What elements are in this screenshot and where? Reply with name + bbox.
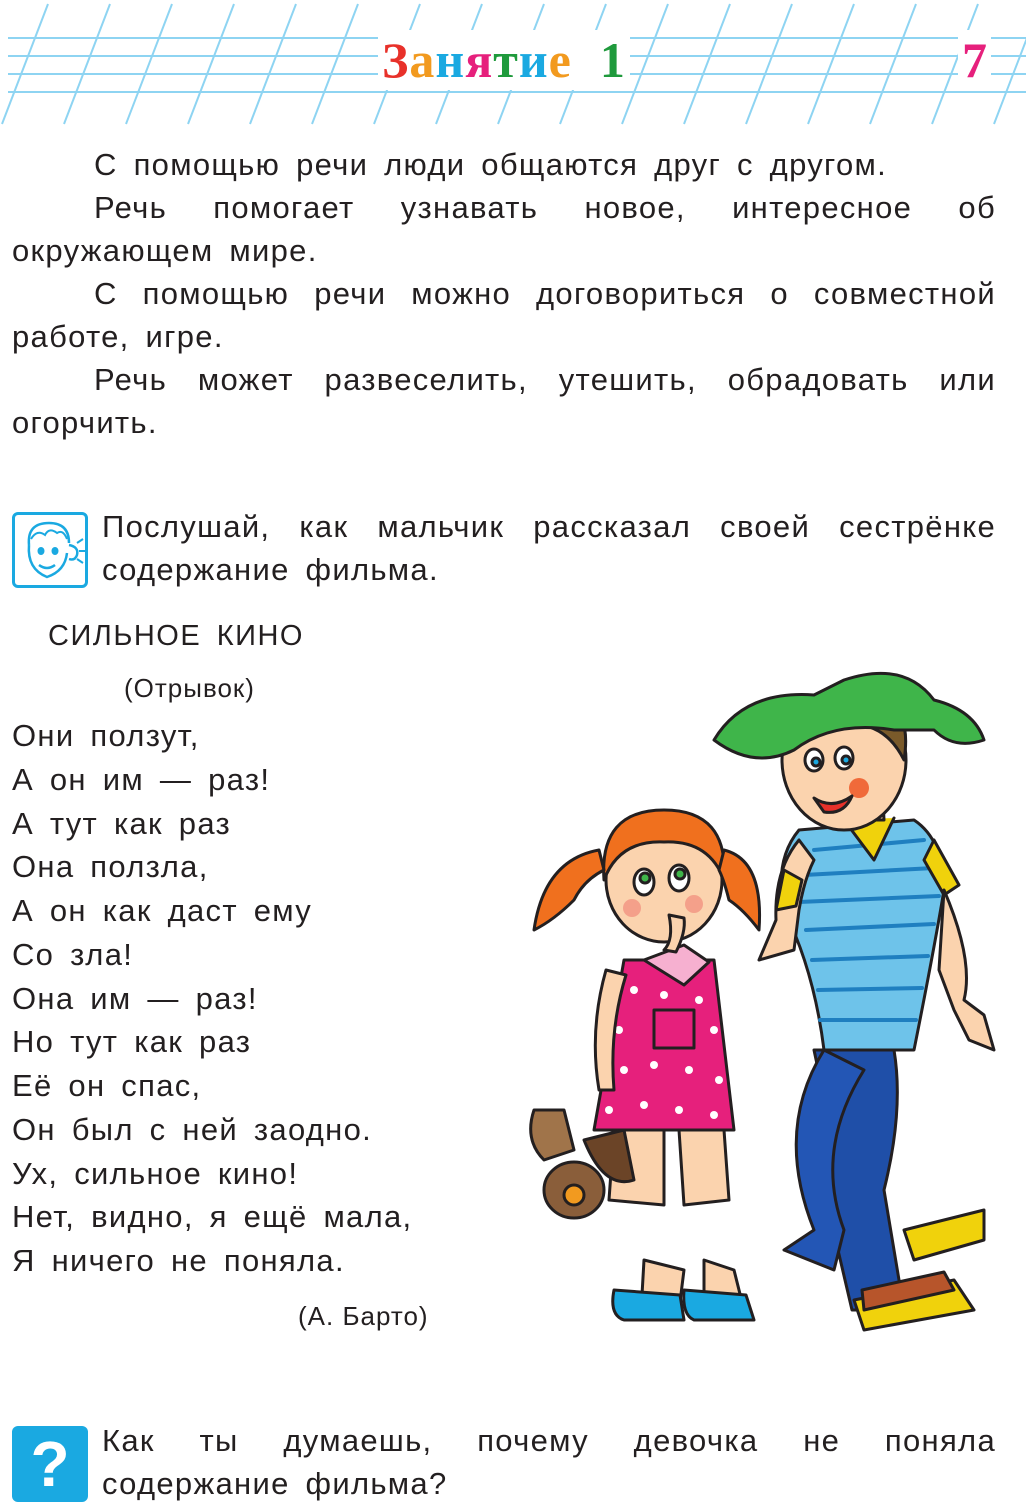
title-letter: и	[518, 32, 549, 88]
boy-and-girl-illustration	[514, 670, 1004, 1355]
question-icon: ?	[12, 1426, 88, 1502]
poem-lines	[12, 714, 412, 1283]
intro-paragraph: Речь помогает узнавать новое, интересное об окружающем мире.	[12, 190, 996, 268]
poem-line: Ух, сильное кино!	[12, 1155, 299, 1191]
title-letter: н	[435, 32, 466, 88]
lesson-number: 1	[599, 32, 626, 88]
intro-paragraph: С помощью речи можно договориться о совместной работе, игре.	[12, 276, 996, 354]
poem-line: Я ничего не поняла.	[12, 1243, 345, 1278]
title-letter: а	[409, 32, 436, 88]
poem-line: Они ползут,	[12, 718, 200, 753]
poem-author: (А. Барто)	[298, 1301, 429, 1331]
kids-drawing	[514, 670, 1004, 1350]
lesson-title	[378, 30, 630, 90]
poem-line: Она ползла,	[12, 849, 209, 885]
title-letter: З	[382, 32, 410, 88]
poem-line: Но тут как раз	[12, 1024, 252, 1060]
poem-subtitle: (Отрывок)	[124, 673, 255, 703]
poem-line: Нет, видно, я ещё мала,	[12, 1199, 413, 1235]
intro-paragraph: Речь может развеселить, утешить, обрадовать или огорчить.	[12, 362, 996, 440]
poem-line: А он им — раз!	[12, 761, 271, 797]
poem-line: Со зла!	[12, 936, 134, 972]
poem-line: Её он спас,	[12, 1068, 202, 1103]
page-header	[0, 0, 1026, 130]
poem-line: А он как даст ему	[12, 893, 313, 928]
poem-line: Он был с ней заодно.	[12, 1111, 373, 1147]
poem-line: А тут как раз	[12, 805, 232, 841]
intro-paragraph: С помощью речи люди общаются друг с другом.	[94, 147, 888, 182]
page-number: 7	[958, 30, 991, 90]
title-letter: я	[465, 32, 494, 88]
title-letter: е	[548, 32, 572, 88]
poem-title: СИЛЬНОЕ КИНО	[48, 620, 304, 652]
listening-task-text: Послушай, как мальчик рассказал своей сестрёнке содержание фильма.	[102, 509, 996, 587]
poem-line: Она им — раз!	[12, 980, 258, 1016]
question-text: Как ты думаешь, почему девочка не поняла содержание фильма?	[102, 1423, 996, 1501]
listening-child-icon	[12, 512, 88, 588]
intro-text	[12, 143, 996, 444]
lesson-title-word	[382, 30, 572, 90]
title-letter: т	[493, 32, 519, 88]
